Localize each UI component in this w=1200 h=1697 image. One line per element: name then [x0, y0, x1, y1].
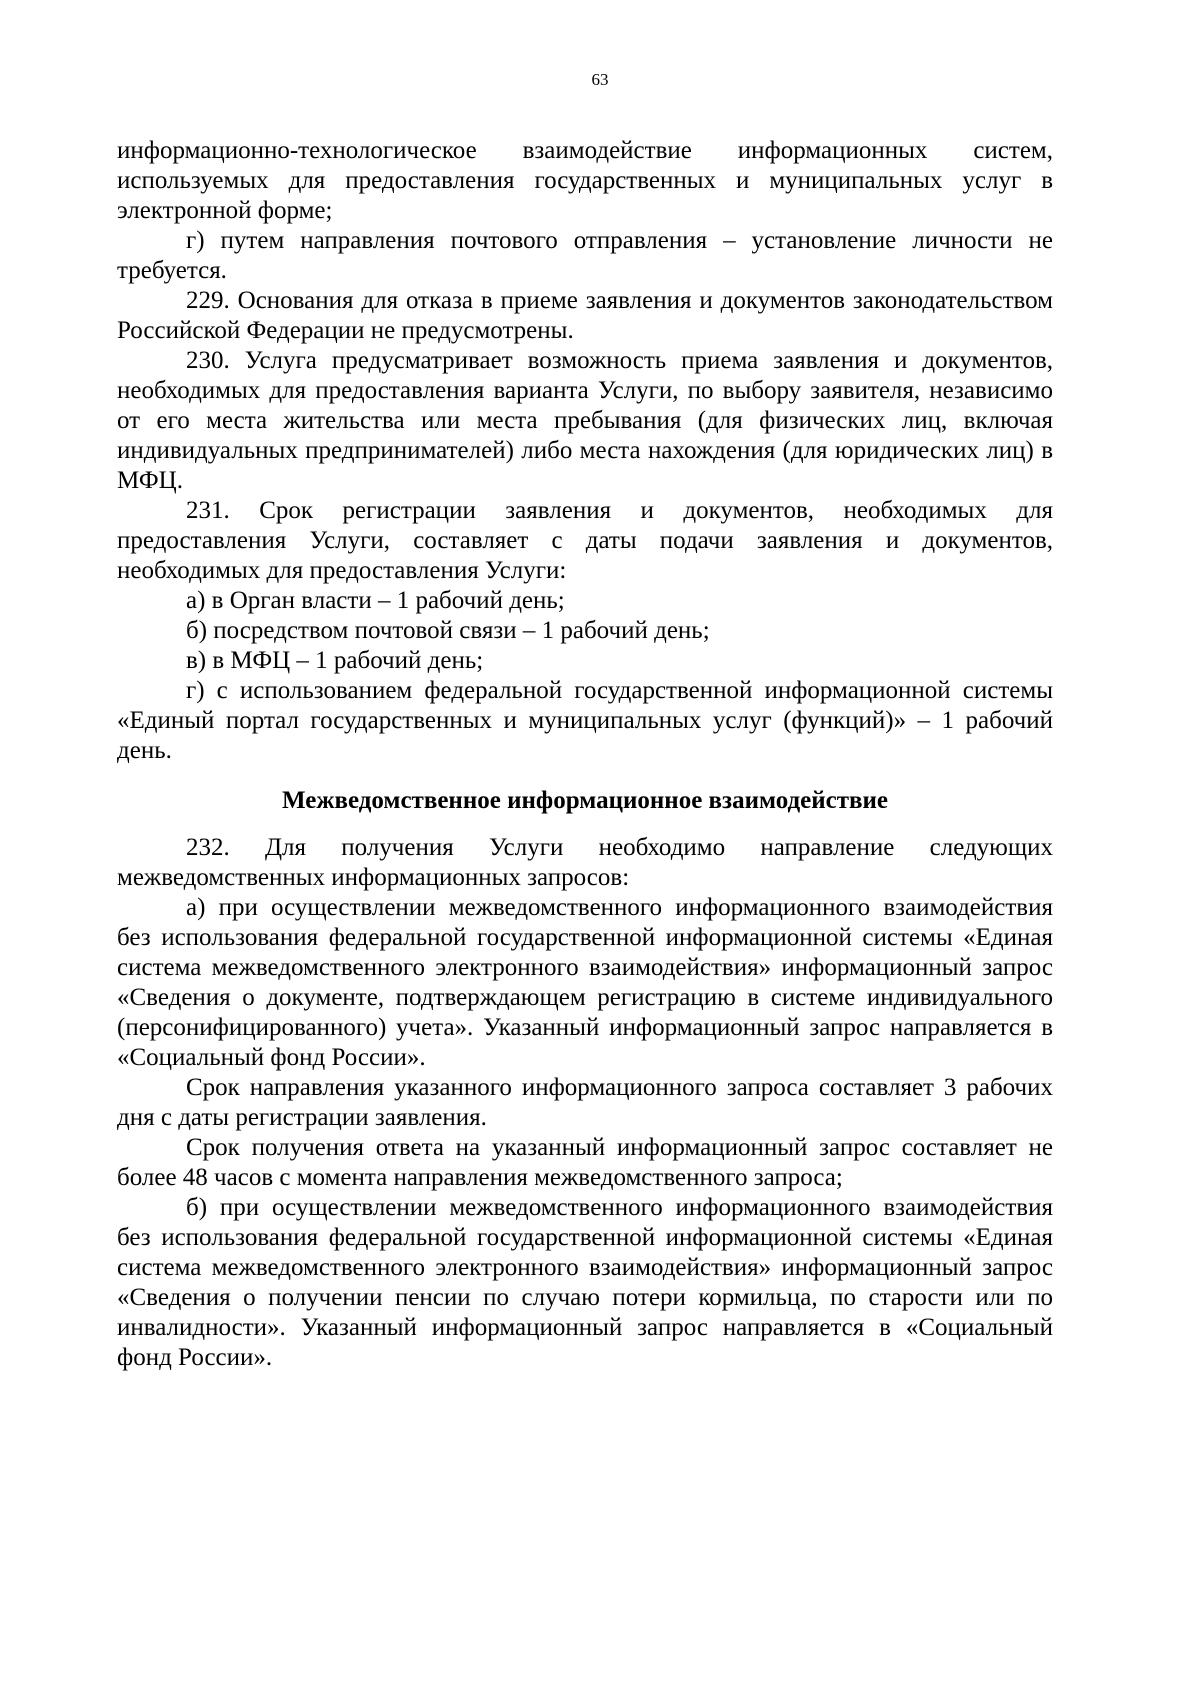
paragraph-231-b: б) посредством почтовой связи – 1 рабочий день;: [186, 617, 710, 644]
paragraph-232-a: а) при осуществлении межведомственного информационного взаимодействия без использования федеральной государственной информационной системы «Единая система межведомственного электронного взаимодействия» информационный запрос «Сведения о документе, подтверждающем регистрацию в системе индивидуального (персонифицированного) учета». Указанный информационный запрос направляется в «Социальный фонд России».: [117, 894, 1053, 1071]
paragraph-231-g: г) с использованием федеральной государственной информационной системы «Единый портал государственных и муниципальных услуг (функций)» – 1 рабочий день.: [117, 677, 1053, 764]
paragraph-229: 229. Основания для отказа в приеме заявления и документов законодательством Российской Федерации не предусмотрены.: [117, 287, 1053, 344]
paragraph-231: 231. Срок регистрации заявления и документов, необходимых для предоставления Услуги, составляет с даты подачи заявления и документов, необходимых для предоставления Услуги:: [117, 497, 1053, 584]
paragraph-232-b: б) при осуществлении межведомственного информационного взаимодействия без использования федеральной государственной информационной системы «Единая система межведомственного электронного взаимодействия» информационный запрос «Сведения о получении пенсии по случаю потери кормильца, по старости или по инвалидности». Указанный информационный запрос направляется в «Социальный фонд России».: [117, 1194, 1053, 1371]
paragraph-231-v: в) в МФЦ – 1 рабочий день;: [186, 647, 484, 674]
paragraph-item-g-postal: г) путем направления почтового отправления – установление личности не требуется.: [117, 227, 1053, 284]
section-heading: Межведомственное информационное взаимодействие: [282, 787, 888, 814]
paragraph-response-deadline: Срок получения ответа на указанный информационный запрос составляет не более 48 часов с момента направления межведомственного запроса;: [117, 1134, 1053, 1191]
paragraph-232: 232. Для получения Услуги необходимо направление следующих межведомственных информационных запросов:: [117, 834, 1053, 891]
page-number: 63: [591, 70, 609, 89]
paragraph-230: 230. Услуга предусматривает возможность приема заявления и документов, необходимых для предоставления варианта Услуги, по выбору заявителя, независимо от его места жительства или места пребывания (для физических лиц, включая индивидуальных предпринимателей) либо места нахождения (для юридических лиц) в МФЦ.: [117, 347, 1053, 494]
document-body: [117, 136, 1053, 1373]
paragraph-request-deadline: Срок направления указанного информационного запроса составляет 3 рабочих дня с даты регистрации заявления.: [117, 1074, 1053, 1131]
paragraph-231-a: а) в Орган власти – 1 рабочий день;: [186, 587, 565, 614]
paragraph-continuation: информационно-технологическое взаимодействие информационных систем, используемых для предоставления государственных и муниципальных услуг в электронной форме;: [117, 137, 1053, 224]
